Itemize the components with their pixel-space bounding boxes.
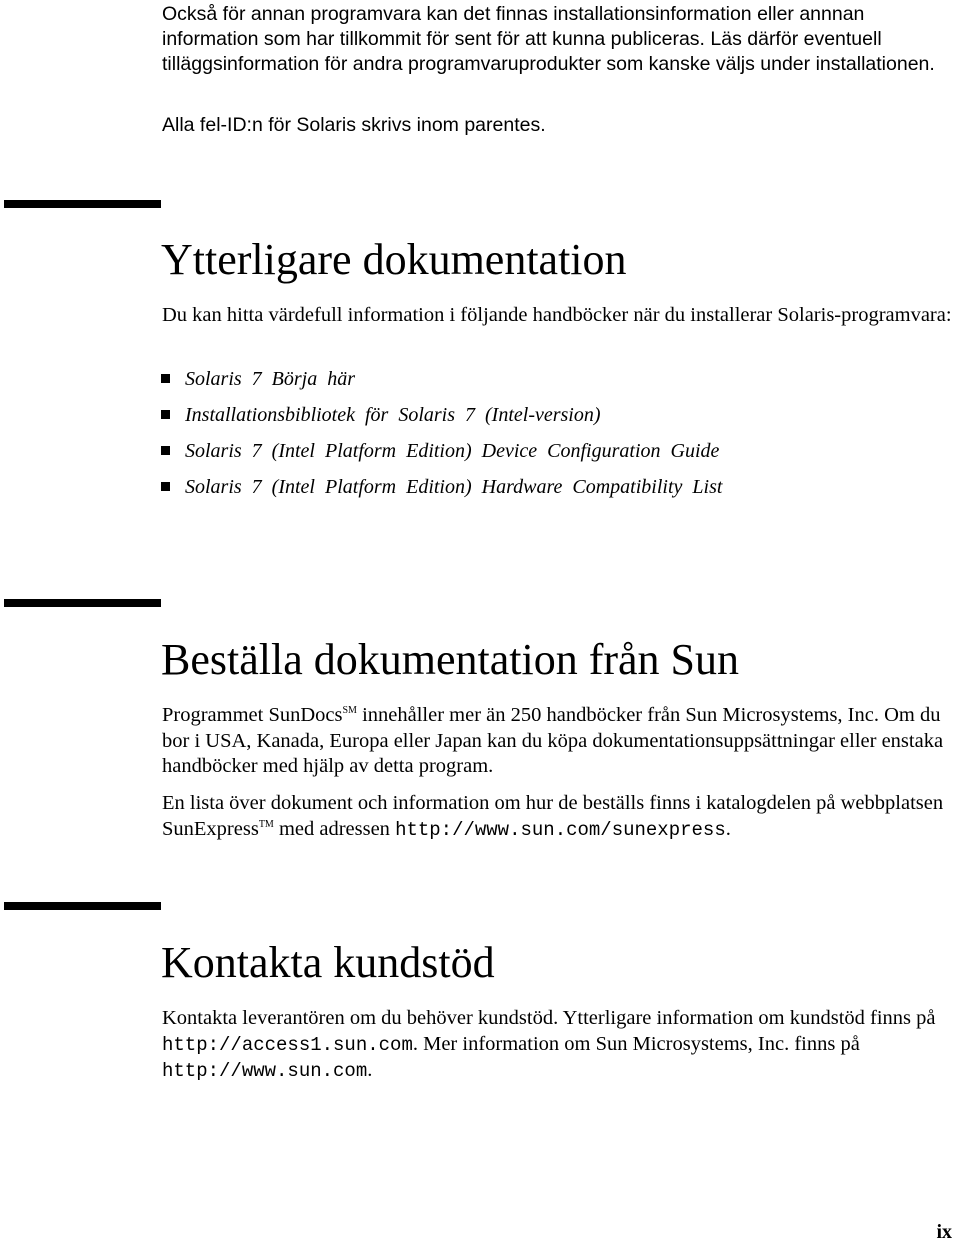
section-heading-kontakta-kundstod: Kontakta kundstöd — [161, 938, 495, 987]
sun-com-url-link[interactable]: http://www.sun.com — [162, 1060, 368, 1082]
paragraph-text: Programmet SunDocs — [162, 704, 343, 726]
paragraph-text: . Mer information om Sun Microsystems, Inc. finns på — [412, 1032, 860, 1055]
paragraph-text: En lista över dokument och information om hur de beställs finns i katalogdelen på webbplatsen SunExpress — [162, 792, 944, 840]
service-mark: SM — [342, 705, 357, 716]
section-divider-rule — [4, 599, 161, 607]
sunexpress-url-link[interactable]: http://www.sun.com/sunexpress — [395, 818, 726, 841]
section-divider-rule — [4, 902, 161, 910]
section3-paragraph — [162, 1006, 957, 1085]
section-heading-ytterligare-dokumentation: Ytterligare dokumentation — [161, 235, 627, 284]
paragraph-text: med adressen — [273, 817, 396, 840]
trademark-mark: TM — [258, 818, 274, 830]
list-item — [161, 475, 722, 499]
list-item — [161, 367, 355, 391]
paragraph-text: . — [367, 1059, 373, 1081]
list-item — [161, 403, 601, 427]
list-item-text: Solaris 7 Börja här — [185, 368, 356, 390]
section1-paragraph: Du kan hitta värdefull information i följande handböcker när du installerar Solaris-programvara: — [162, 304, 952, 326]
bullet-square-icon — [161, 374, 170, 383]
list-item — [161, 439, 719, 463]
section-heading-bestalla-dokumentation: Beställa dokumentation från Sun — [161, 635, 739, 684]
intro-paragraph-bug-ids: Alla fel-ID:n för Solaris skrivs inom parentes. — [162, 114, 546, 136]
section2-paragraph-sunexpress — [162, 791, 957, 843]
paragraph-text: innehåller mer än 250 handböcker från Sun Microsystems, Inc. Om du bor i USA, Kanada, Europa eller Japan kan du köpa dokumentationsuppsättningar eller enstaka handböcker med hjälp av detta program. — [162, 704, 944, 777]
list-item-text: Installationsbibliotek för Solaris 7 (Intel-version) — [185, 404, 601, 426]
bullet-square-icon — [161, 410, 170, 419]
bullet-square-icon — [161, 482, 170, 491]
section-divider-rule — [4, 200, 161, 208]
access1-url-link[interactable]: http://access1.sun.com — [162, 1033, 413, 1056]
list-item-text: Solaris 7 (Intel Platform Edition) Hardware Compatibility List — [185, 476, 723, 498]
paragraph-text: Kontakta leverantören om du behöver kundstöd. Ytterligare information om kundstöd finns på — [162, 1007, 936, 1029]
bullet-square-icon — [161, 446, 170, 455]
list-item-text: Solaris 7 (Intel Platform Edition) Device Configuration Guide — [185, 440, 720, 462]
paragraph-text: . — [725, 817, 731, 840]
section2-paragraph-sundocs — [162, 703, 957, 780]
intro-paragraph: Också för annan programvara kan det finnas installationsinformation eller annnan information som har tillkommit för sent för att kunna publiceras. Läs därför eventuell tilläggsinformation för andra programvaruprodukter som kanske väljs under installationen. — [162, 3, 935, 75]
page-number: ix — [936, 1221, 952, 1243]
